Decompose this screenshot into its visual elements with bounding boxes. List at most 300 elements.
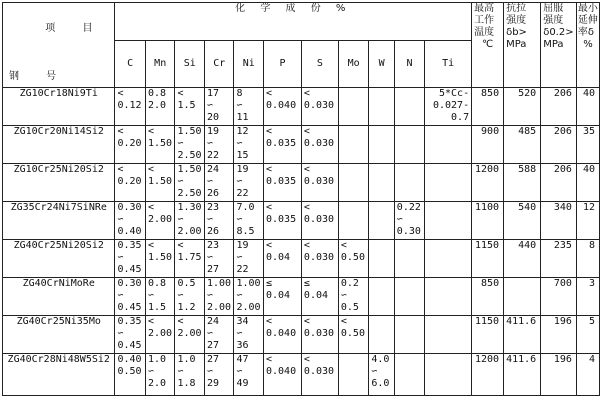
element-value-n — [394, 88, 424, 126]
max-temp-h1: 最高 — [474, 3, 495, 14]
element-value-mn — [145, 202, 175, 240]
value-line: ∽ — [206, 176, 213, 187]
yield-h1: 屈服 — [543, 3, 564, 14]
value-line: ∽ — [206, 328, 213, 339]
elong-h2: 延伸 — [577, 15, 598, 26]
element-value-n — [394, 354, 424, 396]
element-value-c — [115, 316, 145, 354]
value-line: 6.0 — [371, 378, 390, 389]
table-row — [3, 164, 600, 202]
element-value-s — [301, 240, 338, 278]
value-line: 0.5 — [340, 302, 359, 313]
element-value-ni — [234, 202, 264, 240]
value-line: < — [177, 316, 184, 327]
header-item-label: 项 目 — [45, 23, 105, 34]
element-value-p — [264, 88, 302, 126]
element-value-si — [175, 240, 205, 278]
value-line: ∽ — [236, 176, 243, 187]
element-value-c — [115, 240, 145, 278]
elong-cell: 5 — [576, 316, 599, 354]
element-value-ti — [425, 354, 472, 396]
value-line: 1.8 — [177, 378, 196, 389]
value-line: ∽ — [236, 328, 243, 339]
temp-cell: 1100 — [472, 202, 504, 240]
temp-cell: 1150 — [472, 240, 504, 278]
temp-cell: 900 — [472, 126, 504, 164]
value-line: < — [303, 164, 310, 175]
elong-h3: 率δ — [577, 27, 595, 38]
value-line: 23 — [206, 240, 220, 251]
value-line: 0.5 — [177, 278, 196, 289]
yield-cell: 206 — [541, 126, 577, 164]
value-line: < — [147, 164, 154, 175]
value-line: < — [340, 316, 347, 327]
value-line: 19 — [236, 164, 249, 175]
element-value-cr — [204, 354, 234, 396]
value-line: 0.30 — [117, 278, 142, 289]
yield-h4: MPa — [543, 39, 564, 50]
grade-cell: ZG40CrNiMoRe — [3, 278, 115, 316]
element-value-s — [301, 88, 338, 126]
element-value-w — [369, 126, 394, 164]
elong-cell: 4 — [576, 354, 599, 396]
value-line: 0.040 — [266, 100, 297, 111]
value-line: ∽ — [177, 366, 184, 377]
value-line: ∽ — [117, 214, 124, 225]
yield-cell: 206 — [541, 164, 577, 202]
value-line: ∽ — [236, 252, 243, 263]
element-value-w — [369, 202, 394, 240]
element-header-si: Si — [175, 41, 205, 88]
elong-cell: 8 — [576, 240, 599, 278]
value-line: 22 — [206, 150, 220, 161]
value-line: 0.45 — [117, 264, 142, 275]
element-value-mn — [145, 354, 175, 396]
value-line: 2.00 — [206, 302, 232, 313]
value-line: 1.2 — [177, 302, 196, 313]
value-line: 19 — [206, 126, 220, 137]
tensile-cell: 411.6 — [504, 316, 541, 354]
table-body — [3, 88, 600, 396]
element-value-n — [394, 202, 424, 240]
table-row — [3, 240, 600, 278]
header-grade-label: 钢 号 — [9, 71, 69, 82]
elong-cell: 12 — [576, 202, 599, 240]
temp-cell: 850 — [472, 278, 504, 316]
value-line: ∽ — [206, 366, 213, 377]
value-line: ∽ — [396, 214, 403, 225]
value-line: < — [147, 240, 154, 251]
value-line: 0.35 — [117, 316, 142, 327]
tensile-cell: 485 — [504, 126, 541, 164]
value-line: 1.00 — [206, 278, 232, 289]
element-value-w — [369, 278, 394, 316]
value-line: < — [117, 88, 124, 99]
composition-group-header: 化 学 成 份 % — [115, 3, 472, 41]
element-value-mn — [145, 316, 175, 354]
elong-h4: % — [583, 39, 593, 50]
element-header-ni: Ni — [234, 41, 264, 88]
element-value-mn — [145, 164, 175, 202]
value-line: < — [117, 126, 124, 137]
header-corner-cell — [3, 3, 115, 88]
element-value-cr — [204, 88, 234, 126]
element-value-si — [175, 88, 205, 126]
alloy-composition-table — [2, 2, 600, 396]
yield-cell: 235 — [541, 240, 577, 278]
value-line: 0.50 — [340, 252, 365, 263]
value-line: ∽ — [177, 290, 184, 301]
value-line: 0.2 — [340, 278, 359, 289]
value-line: 0.8 — [147, 88, 166, 99]
value-line: 1.30 — [177, 202, 202, 213]
value-line: < — [303, 126, 310, 137]
element-value-ti — [425, 202, 472, 240]
element-value-ti — [425, 240, 472, 278]
element-value-cr — [204, 202, 234, 240]
value-line: < — [266, 240, 273, 251]
element-value-c — [115, 126, 145, 164]
element-value-mo — [338, 316, 368, 354]
element-value-mo — [338, 354, 368, 396]
table-row — [3, 316, 600, 354]
value-line: 27 — [206, 354, 220, 365]
value-line: 2.50 — [177, 188, 202, 199]
grade-cell: ZG40Cr25Ni35Mo — [3, 316, 115, 354]
element-value-c — [115, 278, 145, 316]
element-header-s: S — [301, 41, 338, 88]
elong-cell: 35 — [576, 126, 599, 164]
element-value-si — [175, 126, 205, 164]
value-line: 1.5 — [147, 302, 166, 313]
value-line: 0.30 — [396, 226, 421, 237]
yield-cell: 196 — [541, 316, 577, 354]
value-line: ≤ — [266, 278, 273, 289]
value-line: 0.030 — [303, 366, 335, 377]
value-line: 1.50 — [147, 138, 173, 149]
element-value-cr — [204, 316, 234, 354]
value-line: 49 — [236, 378, 249, 389]
elongation-header — [576, 3, 599, 88]
element-value-n — [394, 278, 424, 316]
yield-cell: 700 — [541, 278, 577, 316]
yield-cell: 206 — [541, 88, 577, 126]
value-line: 0.45 — [117, 302, 142, 313]
value-line: 1.00 — [236, 278, 261, 289]
value-line: 0.040 — [266, 366, 297, 377]
value-line: 8.5 — [236, 226, 255, 237]
element-value-ti — [425, 278, 472, 316]
yield-h2: 强度 — [543, 15, 564, 26]
tensile-header — [504, 3, 541, 88]
element-value-ni — [234, 354, 264, 396]
element-value-w — [369, 88, 394, 126]
element-value-c — [115, 202, 145, 240]
value-line: 0.20 — [117, 176, 142, 187]
grade-cell: ZG10Cr20Ni14Si2 — [3, 126, 115, 164]
value-line: 0.04 — [303, 290, 329, 301]
value-line: < — [117, 164, 124, 175]
element-value-s — [301, 316, 338, 354]
value-line: ∽ — [236, 290, 243, 301]
value-line: < — [266, 316, 273, 327]
element-value-mn — [145, 126, 175, 164]
value-line: < — [177, 88, 184, 99]
value-line: 0.40 — [117, 226, 142, 237]
element-value-s — [301, 202, 338, 240]
element-value-si — [175, 202, 205, 240]
value-line: 22 — [236, 188, 249, 199]
value-line: 2.00 — [147, 328, 173, 339]
value-line: ∽ — [236, 138, 243, 149]
tensile-cell: 440 — [504, 240, 541, 278]
element-value-n — [394, 240, 424, 278]
value-line: 0.030 — [303, 100, 335, 111]
value-line: ∽ — [206, 138, 213, 149]
tensile-cell: 540 — [504, 202, 541, 240]
element-value-ni — [234, 316, 264, 354]
temp-cell: 1200 — [472, 164, 504, 202]
value-line: 1.75 — [177, 252, 202, 263]
value-line: 2.00 — [177, 328, 202, 339]
value-line: 0.12 — [117, 100, 142, 111]
element-value-w — [369, 240, 394, 278]
element-value-ti — [425, 88, 472, 126]
value-line: 7.0 — [236, 202, 255, 213]
table-row — [3, 126, 600, 164]
element-value-p — [264, 354, 302, 396]
element-value-s — [301, 164, 338, 202]
grade-cell: ZG35Cr24Ni7SiNRe — [3, 202, 115, 240]
element-value-si — [175, 164, 205, 202]
value-line: 0.35 — [117, 240, 142, 251]
value-line: ∽ — [340, 290, 347, 301]
value-line: 0.030 — [303, 252, 335, 263]
value-line: 0.04 — [266, 290, 291, 301]
value-line: 1.50 — [147, 176, 173, 187]
element-header-c: C — [115, 41, 145, 88]
element-value-ni — [234, 126, 264, 164]
element-value-w — [369, 164, 394, 202]
value-line: ∽ — [147, 366, 154, 377]
value-line: 0.45 — [117, 340, 142, 351]
element-value-mo — [338, 126, 368, 164]
value-line: 15 — [236, 150, 249, 161]
element-value-p — [264, 164, 302, 202]
value-line: 2.0 — [147, 100, 166, 111]
element-value-cr — [204, 278, 234, 316]
value-line: 0.035 — [266, 214, 297, 225]
table-row — [3, 88, 600, 126]
element-value-w — [369, 316, 394, 354]
element-value-mo — [338, 240, 368, 278]
tensile-h3: δb> — [506, 27, 527, 38]
element-value-p — [264, 240, 302, 278]
value-line: 27 — [206, 340, 220, 351]
value-line: ∽ — [147, 290, 154, 301]
elong-cell: 40 — [576, 88, 599, 126]
value-line: ∽ — [117, 328, 124, 339]
value-line: 0.50 — [340, 328, 365, 339]
value-line: 1.5 — [177, 100, 196, 111]
value-line: ∽ — [236, 366, 243, 377]
value-line: 2.0 — [147, 378, 166, 389]
value-line: 0.50 — [117, 366, 142, 377]
value-line: 23 — [206, 202, 220, 213]
value-line: < — [303, 202, 310, 213]
element-value-n — [394, 164, 424, 202]
value-line: 5*Cc- — [438, 88, 470, 99]
max-temp-h3: 温度 — [474, 27, 495, 38]
value-line: 1.50 — [177, 126, 202, 137]
value-line: 0.8 — [147, 278, 166, 289]
element-value-c — [115, 354, 145, 396]
grade-cell: ZG10Cr18Ni9Ti — [3, 88, 115, 126]
value-line: 24 — [206, 164, 220, 175]
value-line: 0.30 — [117, 202, 142, 213]
grade-cell: ZG40Cr28Ni48W5Si2 — [3, 354, 115, 396]
value-line: < — [147, 126, 154, 137]
element-header-w: W — [369, 41, 394, 88]
value-line: 34 — [236, 316, 249, 327]
value-line: < — [266, 164, 273, 175]
value-line: 1.50 — [177, 164, 202, 175]
value-line: 22 — [236, 264, 249, 275]
temp-cell: 1200 — [472, 354, 504, 396]
element-value-p — [264, 278, 302, 316]
element-value-p — [264, 126, 302, 164]
element-value-mo — [338, 164, 368, 202]
value-line: 2.00 — [147, 214, 173, 225]
value-line: ∽ — [117, 290, 124, 301]
tensile-h4: MPa — [506, 39, 527, 50]
yield-h3: δ0.2> — [543, 27, 574, 38]
value-line: 0.030 — [303, 328, 335, 339]
yield-cell: 340 — [541, 202, 577, 240]
max-temp-h4: ℃ — [481, 39, 494, 50]
element-value-mo — [338, 202, 368, 240]
value-line: 29 — [206, 378, 220, 389]
value-line: < — [266, 126, 273, 137]
element-header-mn: Mn — [145, 41, 175, 88]
value-line: < — [340, 240, 347, 251]
value-line: ∽ — [177, 214, 184, 225]
elong-cell: 40 — [576, 164, 599, 202]
value-line: 1.50 — [147, 252, 173, 263]
tensile-h2: 强度 — [506, 15, 527, 26]
tensile-h1: 抗拉 — [506, 3, 527, 14]
element-value-mn — [145, 240, 175, 278]
element-value-s — [301, 278, 338, 316]
elong-h1: 最小 — [577, 3, 598, 14]
value-line: 0.030 — [303, 214, 335, 225]
element-value-mn — [145, 278, 175, 316]
value-line: 1.0 — [177, 354, 196, 365]
value-line: 0.027- — [432, 100, 470, 111]
element-value-mo — [338, 278, 368, 316]
value-line: 0.20 — [117, 138, 142, 149]
value-line: 2.00 — [177, 226, 202, 237]
element-value-mo — [338, 88, 368, 126]
element-header-mo: Mo — [338, 41, 368, 88]
value-line: ∽ — [177, 138, 184, 149]
element-value-ni — [234, 278, 264, 316]
value-line: 12 — [236, 126, 249, 137]
element-value-w — [369, 354, 394, 396]
value-line: 26 — [206, 226, 220, 237]
value-line: 0.22 — [396, 202, 421, 213]
value-line: 8 — [236, 88, 243, 99]
value-line: 0.035 — [266, 138, 297, 149]
value-line: < — [266, 88, 273, 99]
element-value-c — [115, 88, 145, 126]
tensile-cell — [504, 278, 541, 316]
value-line: 0.040 — [266, 328, 297, 339]
value-line: 0.030 — [303, 138, 335, 149]
value-line: 0.04 — [266, 252, 291, 263]
elong-cell: 3 — [576, 278, 599, 316]
element-header-p: P — [264, 41, 302, 88]
grade-cell: ZG10Cr25Ni20Si2 — [3, 164, 115, 202]
value-line: 26 — [206, 188, 220, 199]
temp-cell: 1150 — [472, 316, 504, 354]
value-line: < — [303, 88, 310, 99]
grade-cell: ZG40Cr25Ni20Si2 — [3, 240, 115, 278]
value-line: ≤ — [303, 278, 310, 289]
element-value-ti — [425, 126, 472, 164]
value-line: < — [266, 202, 273, 213]
value-line: < — [303, 354, 310, 365]
element-value-ti — [425, 316, 472, 354]
value-line: 2.00 — [236, 302, 261, 313]
element-value-mn — [145, 88, 175, 126]
element-value-si — [175, 316, 205, 354]
value-line: ∽ — [206, 214, 213, 225]
max-temp-header — [472, 3, 504, 88]
value-line: ∽ — [117, 252, 124, 263]
value-line: 19 — [236, 240, 249, 251]
value-line: ∽ — [206, 290, 213, 301]
value-line: ∽ — [236, 214, 243, 225]
tensile-cell: 411.6 — [504, 354, 541, 396]
value-line: < — [147, 202, 154, 213]
value-line: 1.0 — [147, 354, 166, 365]
element-value-s — [301, 126, 338, 164]
value-line: ∽ — [177, 176, 184, 187]
element-value-si — [175, 354, 205, 396]
value-line: < — [266, 354, 273, 365]
value-line: < — [147, 316, 154, 327]
value-line: 47 — [236, 354, 249, 365]
value-line: 0.40 — [117, 354, 142, 365]
table-row — [3, 354, 600, 396]
value-line: 36 — [236, 340, 249, 351]
value-line: 20 — [206, 112, 220, 123]
value-line: 4.0 — [371, 354, 390, 365]
tensile-cell: 520 — [504, 88, 541, 126]
value-line: 0.030 — [303, 176, 335, 187]
element-header-cr: Cr — [204, 41, 234, 88]
value-line: < — [303, 240, 310, 251]
element-value-ni — [234, 164, 264, 202]
table-row — [3, 202, 600, 240]
element-value-s — [301, 354, 338, 396]
value-line: < — [177, 240, 184, 251]
value-line: ∽ — [371, 366, 378, 377]
value-line: < — [303, 316, 310, 327]
yield-cell: 196 — [541, 354, 577, 396]
element-value-si — [175, 278, 205, 316]
